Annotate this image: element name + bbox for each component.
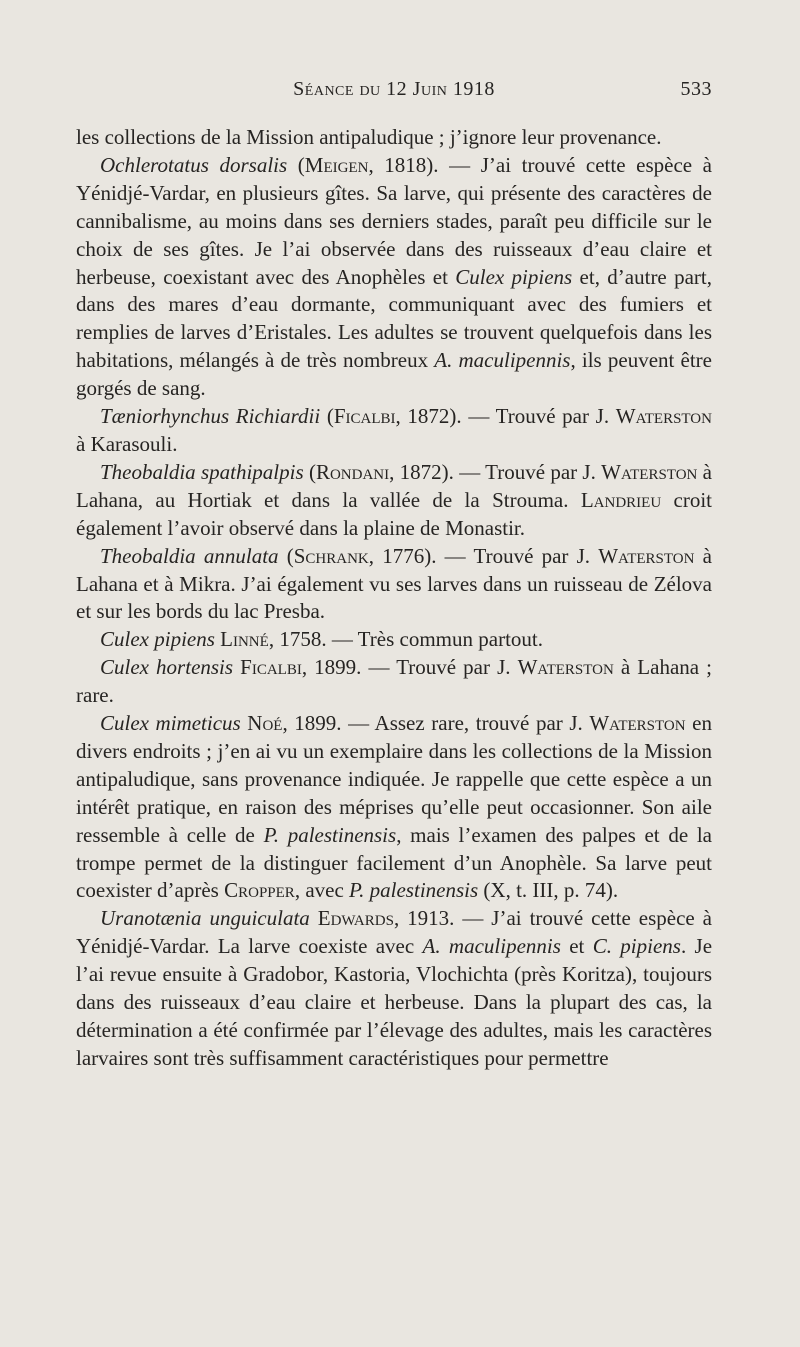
running-head-month: Juin [407, 78, 453, 100]
text-run: , 1899. — Trouvé par J. [301, 655, 518, 680]
page-number: 533 [680, 78, 712, 100]
author-name: Edwards [317, 906, 394, 931]
author-name: Meigen [304, 152, 369, 177]
author-name: Linné [220, 627, 269, 652]
author-name: Ficalbi [240, 655, 302, 680]
running-head-year: 1918 [452, 78, 495, 100]
text-run: et, d’autre part, dans des mares d’eau dormante, communiquant avec des fumiers et remplies de larves d’Eristales. Les adultes se trouvent quelquefois dans les habitations, mélangés à de très nombreux [76, 264, 712, 373]
text-run: , 1913. — J’ai trouvé cette espèce à Yénidjé-Vardar. La larve coexiste avec [76, 906, 712, 959]
person-name: Waterston [517, 655, 614, 680]
paragraph-ochlerotatus-dorsalis: Ochlerotatus dorsalis (Meigen, 1818). — J’ai trouvé cette espèce à Yénidjé-Vardar, en plusieurs gîtes. Sa larve, qui présente des caractères de cannibalisme, au moins dans ses derniers stades, paraît peu difficile sur le choix de ses gîtes. Je l’ai observée dans des ruisseaux d’eau claire et herbeuse, coexistant avec des Anophèles et Culex pipiens et, d’autre part, dans des mares d’eau dormante, communiquant avec des fumiers et remplies de larves d’Eristales. Les adultes se trouvent quelquefois dans les habitations, mélangés à de très nombreux A. maculipennis, ils peuvent être gorgés de sang. [76, 152, 713, 401]
text-run: croit également l’avoir observé dans la plaine de Monastir. [76, 487, 712, 540]
paragraph-culex-hortensis [76, 654, 712, 710]
paragraph-theobaldia-spathipalpis: Theobaldia spathipalpis (Rondani, 1872). — Trouvé par J. Waterston à Lahana, au Hortiak et dans la vallée de la Strouma. Landrieu croit également l’avoir observé dans la plaine de Monastir. [76, 459, 712, 540]
species-name: C. pipiens [592, 934, 681, 959]
text-run: (X, t. III, p. 74). [478, 878, 619, 903]
author-name: Rondani [315, 459, 390, 484]
author-name: Schrank [293, 543, 369, 568]
text-run: , avec [294, 878, 350, 903]
text-run: et [560, 934, 593, 959]
species-name: Uranotænia unguiculata [100, 906, 310, 931]
text-run: , 1758. — Très commun partout. [268, 627, 543, 652]
running-head [76, 78, 712, 101]
species-name: Culex mimeticus [100, 711, 241, 736]
author-name: Ficalbi [333, 404, 396, 429]
text-run: . Je l’ai revue ensuite à Gradobor, Kastoria, Vlochichta (près Koritza), toujours dans des ruisseaux d’eau claire et herbeuse. Dans la plupart des cas, la détermination a été confirmée par l’élevage des adultes, mais les caractères larvaires sont très suffisamment caractéristiques pour permettre [76, 934, 713, 1070]
paragraph-culex-pipiens [76, 626, 712, 654]
text-run: à Lahana, au Hortiak et dans la vallée de la Strouma. [76, 459, 712, 512]
text-run: à Karasouli. [76, 431, 178, 456]
text-run: les collections de la Mission antipaludique ; j’ignore leur provenance. [76, 125, 662, 149]
running-head-part: Séance du [293, 78, 387, 100]
species-name: P. palestinensis [349, 878, 479, 903]
person-name: Waterston [615, 404, 712, 429]
text-run: , 1776). — Trouvé par J. [368, 543, 599, 568]
person-name: Cropper [224, 878, 295, 903]
species-name: A. maculipennis [434, 348, 571, 373]
text-run: , 1872). — Trouvé par J. [389, 459, 602, 484]
text-run: , ils peuvent être gorgés de sang. [76, 348, 712, 401]
species-name: Ochlerotatus dorsalis [100, 152, 288, 177]
paragraph-uranotaenia-unguiculata [76, 905, 712, 1072]
paragraph-taeniorhynchus-richiardii: Tæniorhynchus Richiardii (Ficalbi, 1872). — Trouvé par J. Waterston à Karasouli. [76, 404, 712, 456]
text-run: en divers endroits ; j’en ai vu un exemplaire dans les collections de la Mission antipaludique, sans provenance indiquée. Je rappelle que cette espèce a un intérêt pratique, en raison des méprises qu’elle peut occasionner. Son aile ressemble à celle de [76, 711, 712, 847]
text-run: , mais l’examen des palpes et de la trompe permet de la distinguer facilement d’un Anophèle. Sa larve peut coexister d’après [76, 822, 713, 903]
text-run: , 1818). — J’ai trouvé cette espèce à Yénidjé-Vardar, en plusieurs gîtes. Sa larve, qui présente des caractères de cannibalisme, au moins dans ses derniers stades, paraît peu difficile sur le choix de ses gîtes. Je l’ai observée dans des ruisseaux d’eau claire et herbeuse, coexistant avec des Anophèles et [76, 152, 713, 289]
species-name: Tæniorhynchus Richiardii [100, 404, 321, 429]
person-name: Waterston [589, 711, 686, 736]
person-name: Landrieu [580, 487, 662, 512]
paragraph-culex-mimeticus [76, 710, 712, 905]
text-run: à Lahana ; rare. [76, 655, 712, 708]
running-head-day: 12 [386, 78, 408, 100]
species-name: Theobaldia annulata [100, 543, 279, 568]
paragraph-continuation [76, 124, 712, 152]
person-name: Waterston [598, 543, 695, 568]
body-text [76, 124, 712, 1073]
text-run: , 1872). — Trouvé par J. [395, 404, 616, 429]
paragraph-theobaldia-annulata: Theobaldia annulata (Schrank, 1776). — Trouvé par J. Waterston à Lahana et à Mikra. J’ai également vu ses larves dans un ruisseau de Zélova et sur les bords du lac Presba. [76, 543, 712, 624]
species-name: P. palestinensis [263, 822, 397, 847]
species-name: Culex hortensis [100, 655, 234, 680]
page-header [76, 78, 712, 108]
species-name: Theobaldia spathipalpis [100, 459, 304, 484]
species-name: A. maculipennis [422, 934, 561, 959]
author-name: Noé [247, 711, 283, 736]
text-run: , 1899. — Assez rare, trouvé par J. [282, 711, 590, 736]
species-name: Culex pipiens [455, 264, 573, 289]
text-run: à Lahana et à Mikra. J’ai également vu ses larves dans un ruisseau de Zélova et sur les bords du lac Presba. [76, 543, 712, 624]
person-name: Waterston [601, 459, 698, 484]
species-name: Culex pipiens [100, 627, 215, 652]
